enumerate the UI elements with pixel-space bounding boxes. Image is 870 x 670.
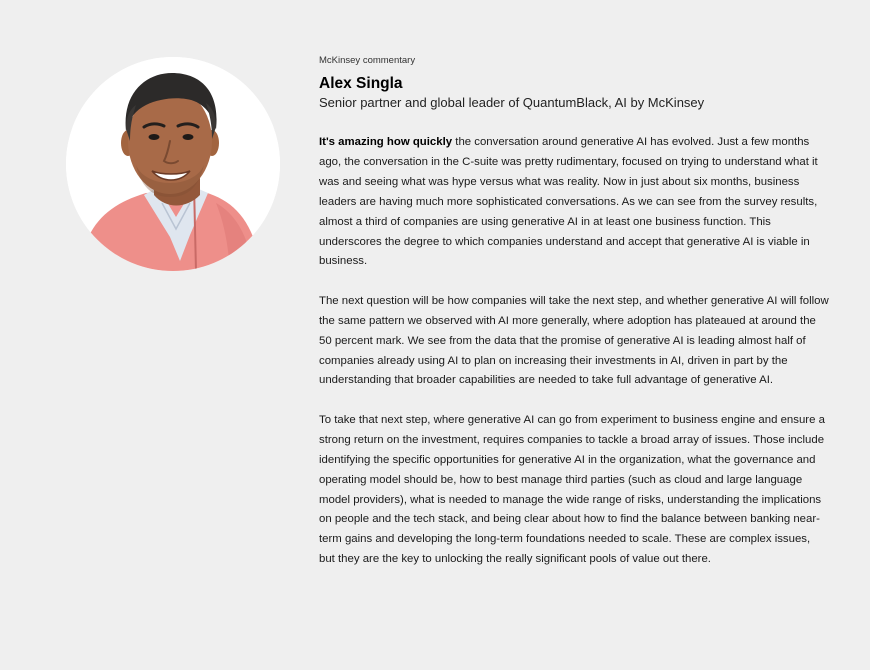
commentary-kicker: McKinsey commentary xyxy=(319,55,416,66)
paragraph-2: The next question will be how companies will take the next step, and whether generative AI will follow the same pattern we observed with AI more generally, where adoption has plateaued at around the 50 percent mark. We see from the data that the promise of generative AI is leading almost half of companies already using AI to plan on increasing their investments in AI, driven in part by the understanding that broader capabilities are needed to take full advantage of generative AI. xyxy=(319,294,829,387)
paragraph-1-text: the conversation around generative AI has evolved. Just a few months ago, the conversation in the C-suite was pretty rudimentary, focused on trying to understand what it was and seeing what was hype versus what was reality. Now in just about six months, business leaders are having much more sophisticated conversations. As we can see from the survey results, almost a third of companies are using generative AI in at least one business function. This underscores the degree to which companies understand and accept that generative AI is viable in business. xyxy=(319,136,818,268)
paragraph-1 xyxy=(319,133,829,272)
paragraph-3: To take that next step, where generative AI can go from experiment to business engine and ensure a strong return on the investment, requires companies to tackle a broad array of issues. Those include identifying the specific opportunities for generative AI in the organization, what the governance and operating model should be, how to best manage third parties (such as cloud and large language model providers), what is needed to manage the wide range of risks, understanding the implications on people and the tech stack, and being clear about how to find the balance between banking near-term gains and developing the long-term foundations needed to scale. These are complex issues, but they are the key to unlocking the really significant pools of value out there. xyxy=(319,413,825,566)
person-photo-icon xyxy=(66,57,280,271)
author-role: Senior partner and global leader of QuantumBlack, AI by McKinsey xyxy=(319,95,705,110)
author-name: Alex Singla xyxy=(319,75,403,92)
paragraph-1-lead: It's amazing how quickly xyxy=(319,136,453,148)
commentary-content xyxy=(319,55,829,570)
author-portrait xyxy=(66,57,280,271)
